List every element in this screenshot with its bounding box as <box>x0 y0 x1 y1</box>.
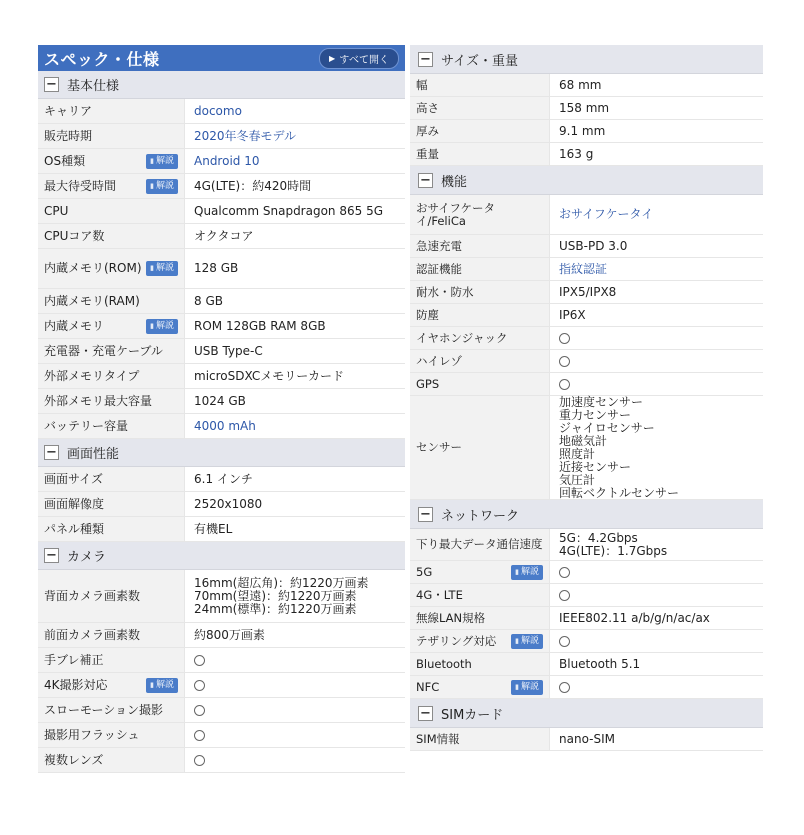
spec-row <box>38 364 405 389</box>
expand-all-label: すべて開く <box>339 54 389 66</box>
spec-value: 約800万画素 <box>194 627 265 642</box>
spec-value: IPX5/IPX8 <box>559 284 617 299</box>
chat-bubble-icon: ▮ <box>150 680 154 689</box>
spec-value <box>185 698 405 722</box>
spec-label-text: 複数レンズ <box>44 752 104 767</box>
spec-label-text: パネル種類 <box>44 521 105 536</box>
section-header[interactable] <box>410 699 763 728</box>
spec-row <box>410 396 763 500</box>
spec-label <box>38 99 185 123</box>
spec-label <box>38 339 185 363</box>
spec-value-line: ジャイロセンサー <box>559 420 655 435</box>
spec-label <box>410 676 550 698</box>
section-title: 機能 <box>441 174 468 190</box>
spec-label <box>410 97 550 119</box>
spec-value <box>550 584 763 606</box>
explain-badge-label: 解説 <box>520 566 539 577</box>
spec-value-line: 4G(LTE)：1.7Gbps <box>559 543 668 558</box>
spec-value: nano-SIM <box>559 731 615 746</box>
spec-value <box>550 630 763 652</box>
spec-row <box>410 235 763 258</box>
spec-row <box>410 373 763 396</box>
spec-row <box>410 529 763 561</box>
collapse-minus-icon[interactable]: − <box>418 507 433 522</box>
spec-value: 128 GB <box>194 261 239 275</box>
spec-value: IEEE802.11 a/b/g/n/ac/ax <box>559 610 710 625</box>
spec-value: ROM 128GB RAM 8GB <box>194 318 326 333</box>
explain-badge-label: 解説 <box>520 681 539 692</box>
spec-value-link[interactable]: 指紋認証 <box>559 261 608 276</box>
section-header[interactable] <box>410 166 763 195</box>
spec-value-line: 回転ベクトルセンサー <box>559 485 680 500</box>
spec-value-line: 地磁気計 <box>559 433 608 448</box>
section-header[interactable] <box>410 500 763 529</box>
spec-label <box>410 728 550 750</box>
spec-label <box>410 630 550 652</box>
spec-column-right <box>410 45 763 751</box>
spec-value: USB Type-C <box>194 343 263 358</box>
spec-label-text: 5G <box>416 564 433 579</box>
section-title: SIMカード <box>441 707 504 723</box>
spec-label <box>38 648 185 672</box>
spec-row <box>38 289 405 314</box>
spec-row <box>38 723 405 748</box>
collapse-minus-icon[interactable]: − <box>44 77 59 92</box>
supported-circle-icon <box>194 655 205 666</box>
section-header[interactable] <box>38 439 405 467</box>
explain-badge-label: 解説 <box>155 155 174 166</box>
explain-badge[interactable] <box>511 634 543 649</box>
spec-value <box>550 529 763 560</box>
spec-label-text: イヤホンジャック <box>416 330 508 345</box>
spec-label-text: SIM情報 <box>416 731 460 746</box>
spec-value <box>550 327 763 349</box>
spec-row <box>410 120 763 143</box>
supported-circle-icon <box>194 730 205 741</box>
spec-row <box>38 517 405 542</box>
spec-value <box>185 723 405 747</box>
chat-bubble-icon: ▮ <box>515 567 519 576</box>
section-title: 画面性能 <box>67 447 120 462</box>
spec-label <box>410 304 550 326</box>
spec-row <box>410 350 763 373</box>
collapse-minus-icon[interactable]: − <box>44 548 59 563</box>
spec-label-text: 4K撮影対応 <box>44 677 108 692</box>
spec-value <box>550 561 763 583</box>
spec-label <box>38 467 185 491</box>
spec-row <box>38 748 405 773</box>
spec-value: microSDXCメモリーカード <box>194 368 344 383</box>
spec-label <box>38 389 185 413</box>
spec-label-text: 無線LAN規格 <box>416 610 486 625</box>
spec-label <box>38 570 185 622</box>
spec-value: USB-PD 3.0 <box>559 238 628 253</box>
spec-label <box>410 607 550 629</box>
spec-value <box>550 373 763 395</box>
spec-value: 8 GB <box>194 293 223 308</box>
spec-row <box>38 249 405 289</box>
spec-row <box>410 74 763 97</box>
spec-value: 9.1 mm <box>559 123 606 138</box>
spec-row <box>410 676 763 699</box>
spec-label-text: 画面サイズ <box>44 471 104 486</box>
spec-label <box>38 748 185 772</box>
explain-badge[interactable] <box>146 261 178 276</box>
spec-value <box>550 350 763 372</box>
spec-row <box>410 281 763 304</box>
supported-circle-icon <box>194 755 205 766</box>
explain-badge[interactable] <box>146 678 178 693</box>
supported-circle-icon <box>559 379 570 390</box>
spec-label <box>38 492 185 516</box>
spec-value <box>185 673 405 697</box>
collapse-minus-icon[interactable]: − <box>418 173 433 188</box>
spec-label-text: CPUコア数 <box>44 228 105 243</box>
spec-label-text: おサイフケータイ/FeliCa <box>416 200 496 228</box>
explain-badge-label: 解説 <box>155 320 174 331</box>
spec-value: 有機EL <box>194 521 233 536</box>
spec-label-text: NFC <box>416 679 440 694</box>
spec-label-text: 販売時期 <box>44 128 93 143</box>
section-title: サイズ・重量 <box>441 53 518 69</box>
spec-label <box>410 584 550 606</box>
spec-label-text: 内蔵メモリ(ROM) <box>44 261 142 275</box>
spec-label <box>38 623 185 647</box>
spec-label-text: 撮影用フラッシュ <box>44 727 140 742</box>
spec-row <box>410 304 763 327</box>
spec-value-link[interactable]: 4000 mAh <box>194 418 256 433</box>
spec-label-text: 画面解像度 <box>44 496 105 511</box>
spec-label-text: CPU <box>44 203 69 218</box>
spec-row <box>410 258 763 281</box>
spec-label-text: 防塵 <box>416 307 439 322</box>
spec-value-line: 加速度センサー <box>559 394 644 409</box>
spec-row <box>38 698 405 723</box>
spec-label-text: 4G・LTE <box>416 587 463 602</box>
spec-value <box>550 676 763 698</box>
explain-badge[interactable] <box>146 319 178 334</box>
spec-label <box>38 723 185 747</box>
section-title: カメラ <box>67 550 107 565</box>
spec-label-text: 厚み <box>416 123 439 138</box>
spec-label <box>38 673 185 697</box>
spec-row <box>410 584 763 607</box>
play-icon: ▶ <box>329 53 336 63</box>
supported-circle-icon <box>194 705 205 716</box>
spec-value-line: 近接センサー <box>559 459 632 474</box>
spec-row <box>38 623 405 648</box>
spec-label <box>38 414 185 438</box>
right-sections <box>410 45 763 751</box>
spec-value-line: 16mm(超広角)：約1220万画素 <box>194 575 369 590</box>
spec-row <box>38 648 405 673</box>
spec-label <box>38 149 185 173</box>
spec-label-text: 前面カメラ画素数 <box>44 627 141 642</box>
spec-label <box>410 143 550 165</box>
left-sections <box>38 71 405 773</box>
spec-label-text: 高さ <box>416 100 439 115</box>
chat-bubble-icon: ▮ <box>150 321 154 330</box>
supported-circle-icon <box>559 356 570 367</box>
spec-value-line: 気圧計 <box>559 472 596 487</box>
spec-label-text: 内蔵メモリ <box>44 318 105 333</box>
spec-row <box>38 124 405 149</box>
spec-row <box>410 327 763 350</box>
spec-row <box>38 339 405 364</box>
spec-value <box>185 748 405 772</box>
explain-badge-label: 解説 <box>520 635 539 646</box>
spec-label <box>38 314 185 338</box>
spec-label-text: 認証機能 <box>416 261 462 276</box>
spec-label-text: 背面カメラ画素数 <box>44 588 141 603</box>
spec-value-line: 70mm(望遠)：約1220万画素 <box>194 588 357 603</box>
section-header[interactable] <box>38 71 405 99</box>
spec-row <box>410 630 763 653</box>
section-header[interactable] <box>410 45 763 74</box>
section-header[interactable] <box>38 542 405 570</box>
spec-row <box>410 561 763 584</box>
spec-label <box>38 698 185 722</box>
spec-row <box>410 143 763 166</box>
spec-label-text: キャリア <box>44 103 93 118</box>
chat-bubble-icon: ▮ <box>150 156 154 165</box>
spec-label-text: 急速充電 <box>416 238 462 253</box>
spec-label-text: GPS <box>416 376 440 391</box>
spec-label <box>410 258 550 280</box>
spec-value: 158 mm <box>559 100 610 115</box>
spec-label <box>410 235 550 257</box>
spec-value <box>550 396 763 499</box>
spec-value: 68 mm <box>559 77 602 92</box>
spec-value <box>185 570 405 622</box>
supported-circle-icon <box>559 682 570 693</box>
spec-label <box>410 120 550 142</box>
spec-value: IP6X <box>559 307 586 322</box>
chat-bubble-icon: ▮ <box>150 264 154 272</box>
explain-badge[interactable] <box>511 680 543 695</box>
spec-label-text: スローモーション撮影 <box>44 702 164 717</box>
chat-bubble-icon: ▮ <box>150 181 154 190</box>
spec-label <box>38 174 185 198</box>
spec-row <box>410 97 763 120</box>
spec-row <box>38 467 405 492</box>
spec-value: オクタコア <box>194 228 254 243</box>
spec-label-text: OS種類 <box>44 153 86 168</box>
chat-bubble-icon: ▮ <box>515 682 519 691</box>
spec-row <box>38 570 405 623</box>
spec-label <box>410 561 550 583</box>
spec-row <box>410 195 763 235</box>
section-title: ネットワーク <box>441 508 520 524</box>
spec-value: 2520x1080 <box>194 496 263 511</box>
collapse-minus-icon[interactable]: − <box>418 706 433 721</box>
spec-row <box>38 673 405 698</box>
spec-value-line: 重力センサー <box>559 407 632 422</box>
spec-label <box>410 653 550 675</box>
explain-badge[interactable] <box>146 154 178 169</box>
spec-label-text: 重量 <box>416 146 439 161</box>
spec-value: 1024 GB <box>194 393 246 408</box>
spec-row <box>38 492 405 517</box>
spec-row <box>38 389 405 414</box>
collapse-minus-icon[interactable]: − <box>418 52 433 67</box>
spec-label-text: 外部メモリ最大容量 <box>44 393 153 408</box>
supported-circle-icon <box>559 333 570 344</box>
spec-label-text: 耐水・防水 <box>416 284 474 299</box>
spec-label <box>38 289 185 313</box>
spec-value: Bluetooth 5.1 <box>559 656 641 671</box>
explain-badge[interactable] <box>146 179 178 194</box>
spec-label-text: テザリング対応 <box>416 633 497 648</box>
page-title: スペック・仕様 <box>44 49 160 69</box>
spec-value-line: 24mm(標準)：約1220万画素 <box>194 601 357 616</box>
spec-label <box>38 249 185 288</box>
spec-row <box>38 99 405 124</box>
section-title: 基本仕様 <box>67 79 120 94</box>
spec-row <box>410 607 763 630</box>
spec-row <box>38 224 405 249</box>
explain-badge-label: 解説 <box>155 180 174 191</box>
spec-label <box>38 364 185 388</box>
spec-value-link[interactable]: Android 10 <box>194 153 260 168</box>
expand-all-button[interactable] <box>319 48 399 69</box>
spec-label-text: 幅 <box>416 77 428 92</box>
spec-label <box>410 195 550 234</box>
spec-label <box>410 327 550 349</box>
spec-label-text: 下り最大データ通信速度 <box>416 537 543 551</box>
explain-badge[interactable] <box>511 565 543 580</box>
spec-row <box>38 414 405 439</box>
spec-value: 4G(LTE)：約420時間 <box>194 178 312 193</box>
spec-value-link[interactable]: docomo <box>194 103 242 118</box>
spec-label <box>410 281 550 303</box>
spec-label-text: Bluetooth <box>416 656 472 671</box>
spec-label <box>410 74 550 96</box>
spec-label <box>38 224 185 248</box>
spec-label <box>410 350 550 372</box>
spec-label-text: センサー <box>416 440 462 454</box>
spec-value <box>185 648 405 672</box>
spec-label-text: 最大待受時間 <box>44 178 117 193</box>
explain-badge-label: 解説 <box>155 263 174 273</box>
spec-label <box>410 396 550 499</box>
chat-bubble-icon: ▮ <box>515 636 519 645</box>
spec-row <box>38 149 405 174</box>
spec-label <box>38 124 185 148</box>
spec-row <box>38 199 405 224</box>
spec-label-text: 外部メモリタイプ <box>44 368 140 383</box>
spec-label-text: 充電器・充電ケーブル <box>44 343 163 358</box>
spec-value-link[interactable]: 2020年冬春モデル <box>194 128 296 143</box>
explain-badge-label: 解説 <box>155 679 174 690</box>
spec-label-text: ハイレゾ <box>416 353 462 368</box>
spec-value-line: 5G：4.2Gbps <box>559 530 638 545</box>
spec-value-line: 照度計 <box>559 446 596 461</box>
spec-row <box>38 314 405 339</box>
spec-title-bar <box>38 45 405 71</box>
spec-label <box>38 517 185 541</box>
spec-label-text: 内蔵メモリ(RAM) <box>44 293 140 308</box>
spec-value: 163 g <box>559 146 594 161</box>
supported-circle-icon <box>559 590 570 601</box>
spec-value-link[interactable]: おサイフケータイ <box>559 207 654 221</box>
spec-label <box>410 529 550 560</box>
spec-label <box>38 199 185 223</box>
spec-value: Qualcomm Snapdragon 865 5G <box>194 203 383 218</box>
spec-column-left <box>38 45 405 773</box>
supported-circle-icon <box>559 636 570 647</box>
supported-circle-icon <box>194 680 205 691</box>
supported-circle-icon <box>559 567 570 578</box>
collapse-minus-icon[interactable]: − <box>44 445 59 460</box>
spec-label-text: バッテリー容量 <box>44 418 129 433</box>
spec-value: 6.1 インチ <box>194 471 253 486</box>
spec-label <box>410 373 550 395</box>
spec-row <box>38 174 405 199</box>
spec-row <box>410 653 763 676</box>
spec-row <box>410 728 763 751</box>
spec-label-text: 手ブレ補正 <box>44 652 104 667</box>
